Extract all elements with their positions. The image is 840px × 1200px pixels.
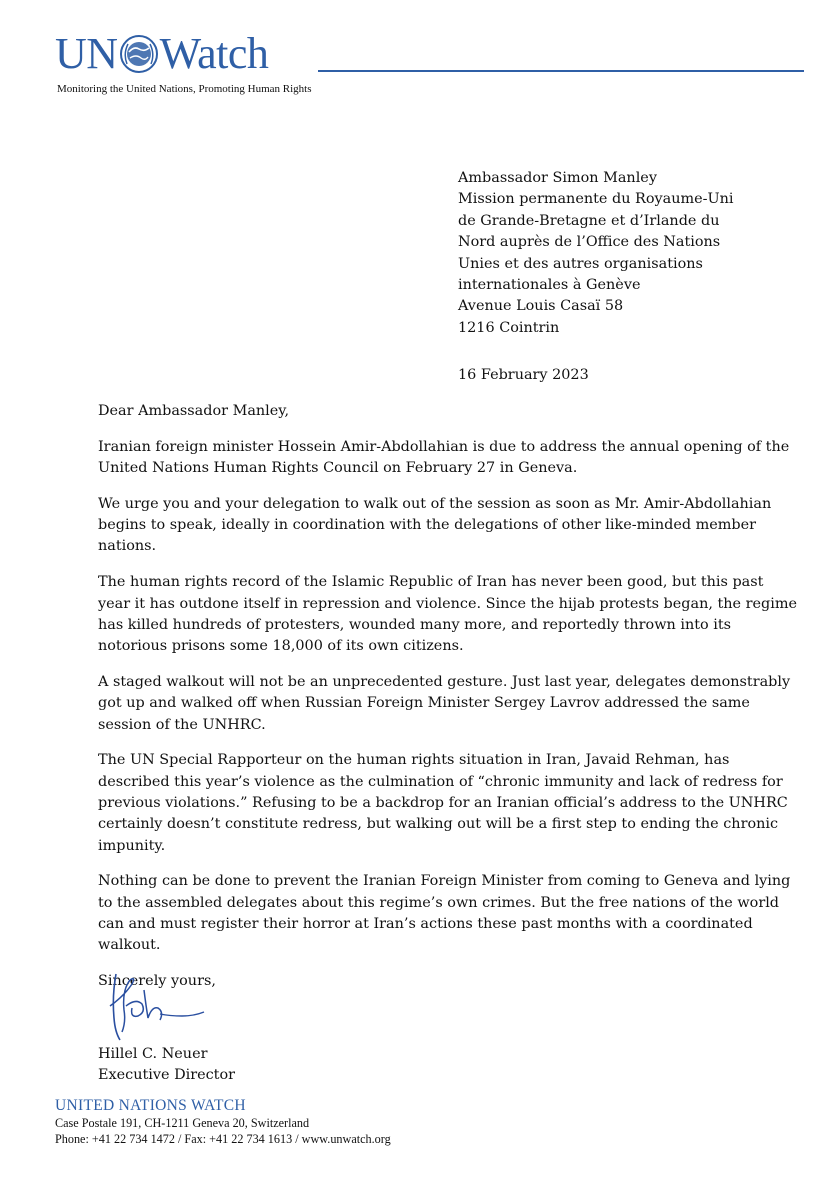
recipient-line: Nord auprès de l’Office des Nations xyxy=(458,234,721,251)
logo-text-watch: Watch xyxy=(159,29,269,78)
salutation: Dear Ambassador Manley, xyxy=(98,403,290,419)
body-paragraph: The human rights record of the Islamic Republic of Iran has never been good, but this past year it has outdone itself in repression and violence. Since the hijab protests began, the regime has killed hundreds of protesters, wounded many more, and reportedly thrown into its notorious prisons some 18,000 of its own citizens. xyxy=(98,574,798,655)
letterhead-footer xyxy=(55,1096,391,1147)
signer-title: Executive Director xyxy=(98,1067,235,1083)
un-watch-logo xyxy=(55,29,269,78)
letter-body xyxy=(98,401,798,1007)
body-paragraph: A staged walkout will not be an unprecedented gesture. Just last year, delegates demonstrably got up and walked off when Russian Foreign Minister Sergey Lavrov addressed the same session of the UNHRC. xyxy=(98,673,791,733)
recipient-address xyxy=(458,168,818,339)
tagline: Monitoring the United Nations, Promoting Human Rights xyxy=(57,83,312,95)
recipient-line: Ambassador Simon Manley xyxy=(458,170,657,186)
body-paragraph: Iranian foreign minister Hossein Amir-Abdollahian is due to address the annual opening of the United Nations Human Rights Council on February 27 in Geneva. xyxy=(98,438,790,477)
footer-contact: Phone: +41 22 734 1472 / Fax: +41 22 734 1613 / www.unwatch.org xyxy=(55,1132,391,1146)
footer-address: Case Postale 191, CH-1211 Geneva 20, Switzerland xyxy=(55,1116,310,1130)
recipient-line: 1216 Cointrin xyxy=(458,319,560,336)
body-paragraph: The UN Special Rapporteur on the human rights situation in Iran, Javaid Rehman, has described this year’s violence as the culmination of “chronic immunity and lack of redress for previous violations.” Refusing to be a backdrop for an Iranian official’s address to the UNHRC certainly doesn’t constitute redress, but walking out will be a first step to ending the chronic impunity. xyxy=(98,752,788,854)
handwritten-signature xyxy=(100,966,210,1046)
recipient-line: Unies et des autres organisations xyxy=(458,255,703,272)
letter-date: 16 February 2023 xyxy=(458,367,589,383)
footer-org-name: UNITED NATIONS WATCH xyxy=(55,1097,246,1114)
body-paragraph: Nothing can be done to prevent the Iranian Foreign Minister from coming to Geneva and lying to the assembled delegates about this regime’s own crimes. But the free nations of the world can and must register their horror at Iran’s actions these past months with a coordinated walkout. xyxy=(98,873,791,954)
signer-block xyxy=(98,1044,235,1086)
recipient-line: Mission permanente du Royaume-Uni xyxy=(458,191,734,208)
un-globe-icon xyxy=(119,34,159,74)
recipient-line: de Grande-Bretagne et d’Irlande du xyxy=(458,212,720,229)
logo-text-un: UN xyxy=(55,29,118,78)
recipient-line: Avenue Louis Casaï 58 xyxy=(458,298,624,315)
recipient-line: internationales à Genève xyxy=(458,277,641,294)
header-rule xyxy=(318,70,804,72)
closing: Sincerely yours, xyxy=(98,973,216,990)
body-paragraph: We urge you and your delegation to walk out of the session as soon as Mr. Amir-Abdollahian begins to speak, ideally in coordination with the delegations of other like-minded member nations. xyxy=(98,495,772,555)
signer-name: Hillel C. Neuer xyxy=(98,1046,208,1062)
